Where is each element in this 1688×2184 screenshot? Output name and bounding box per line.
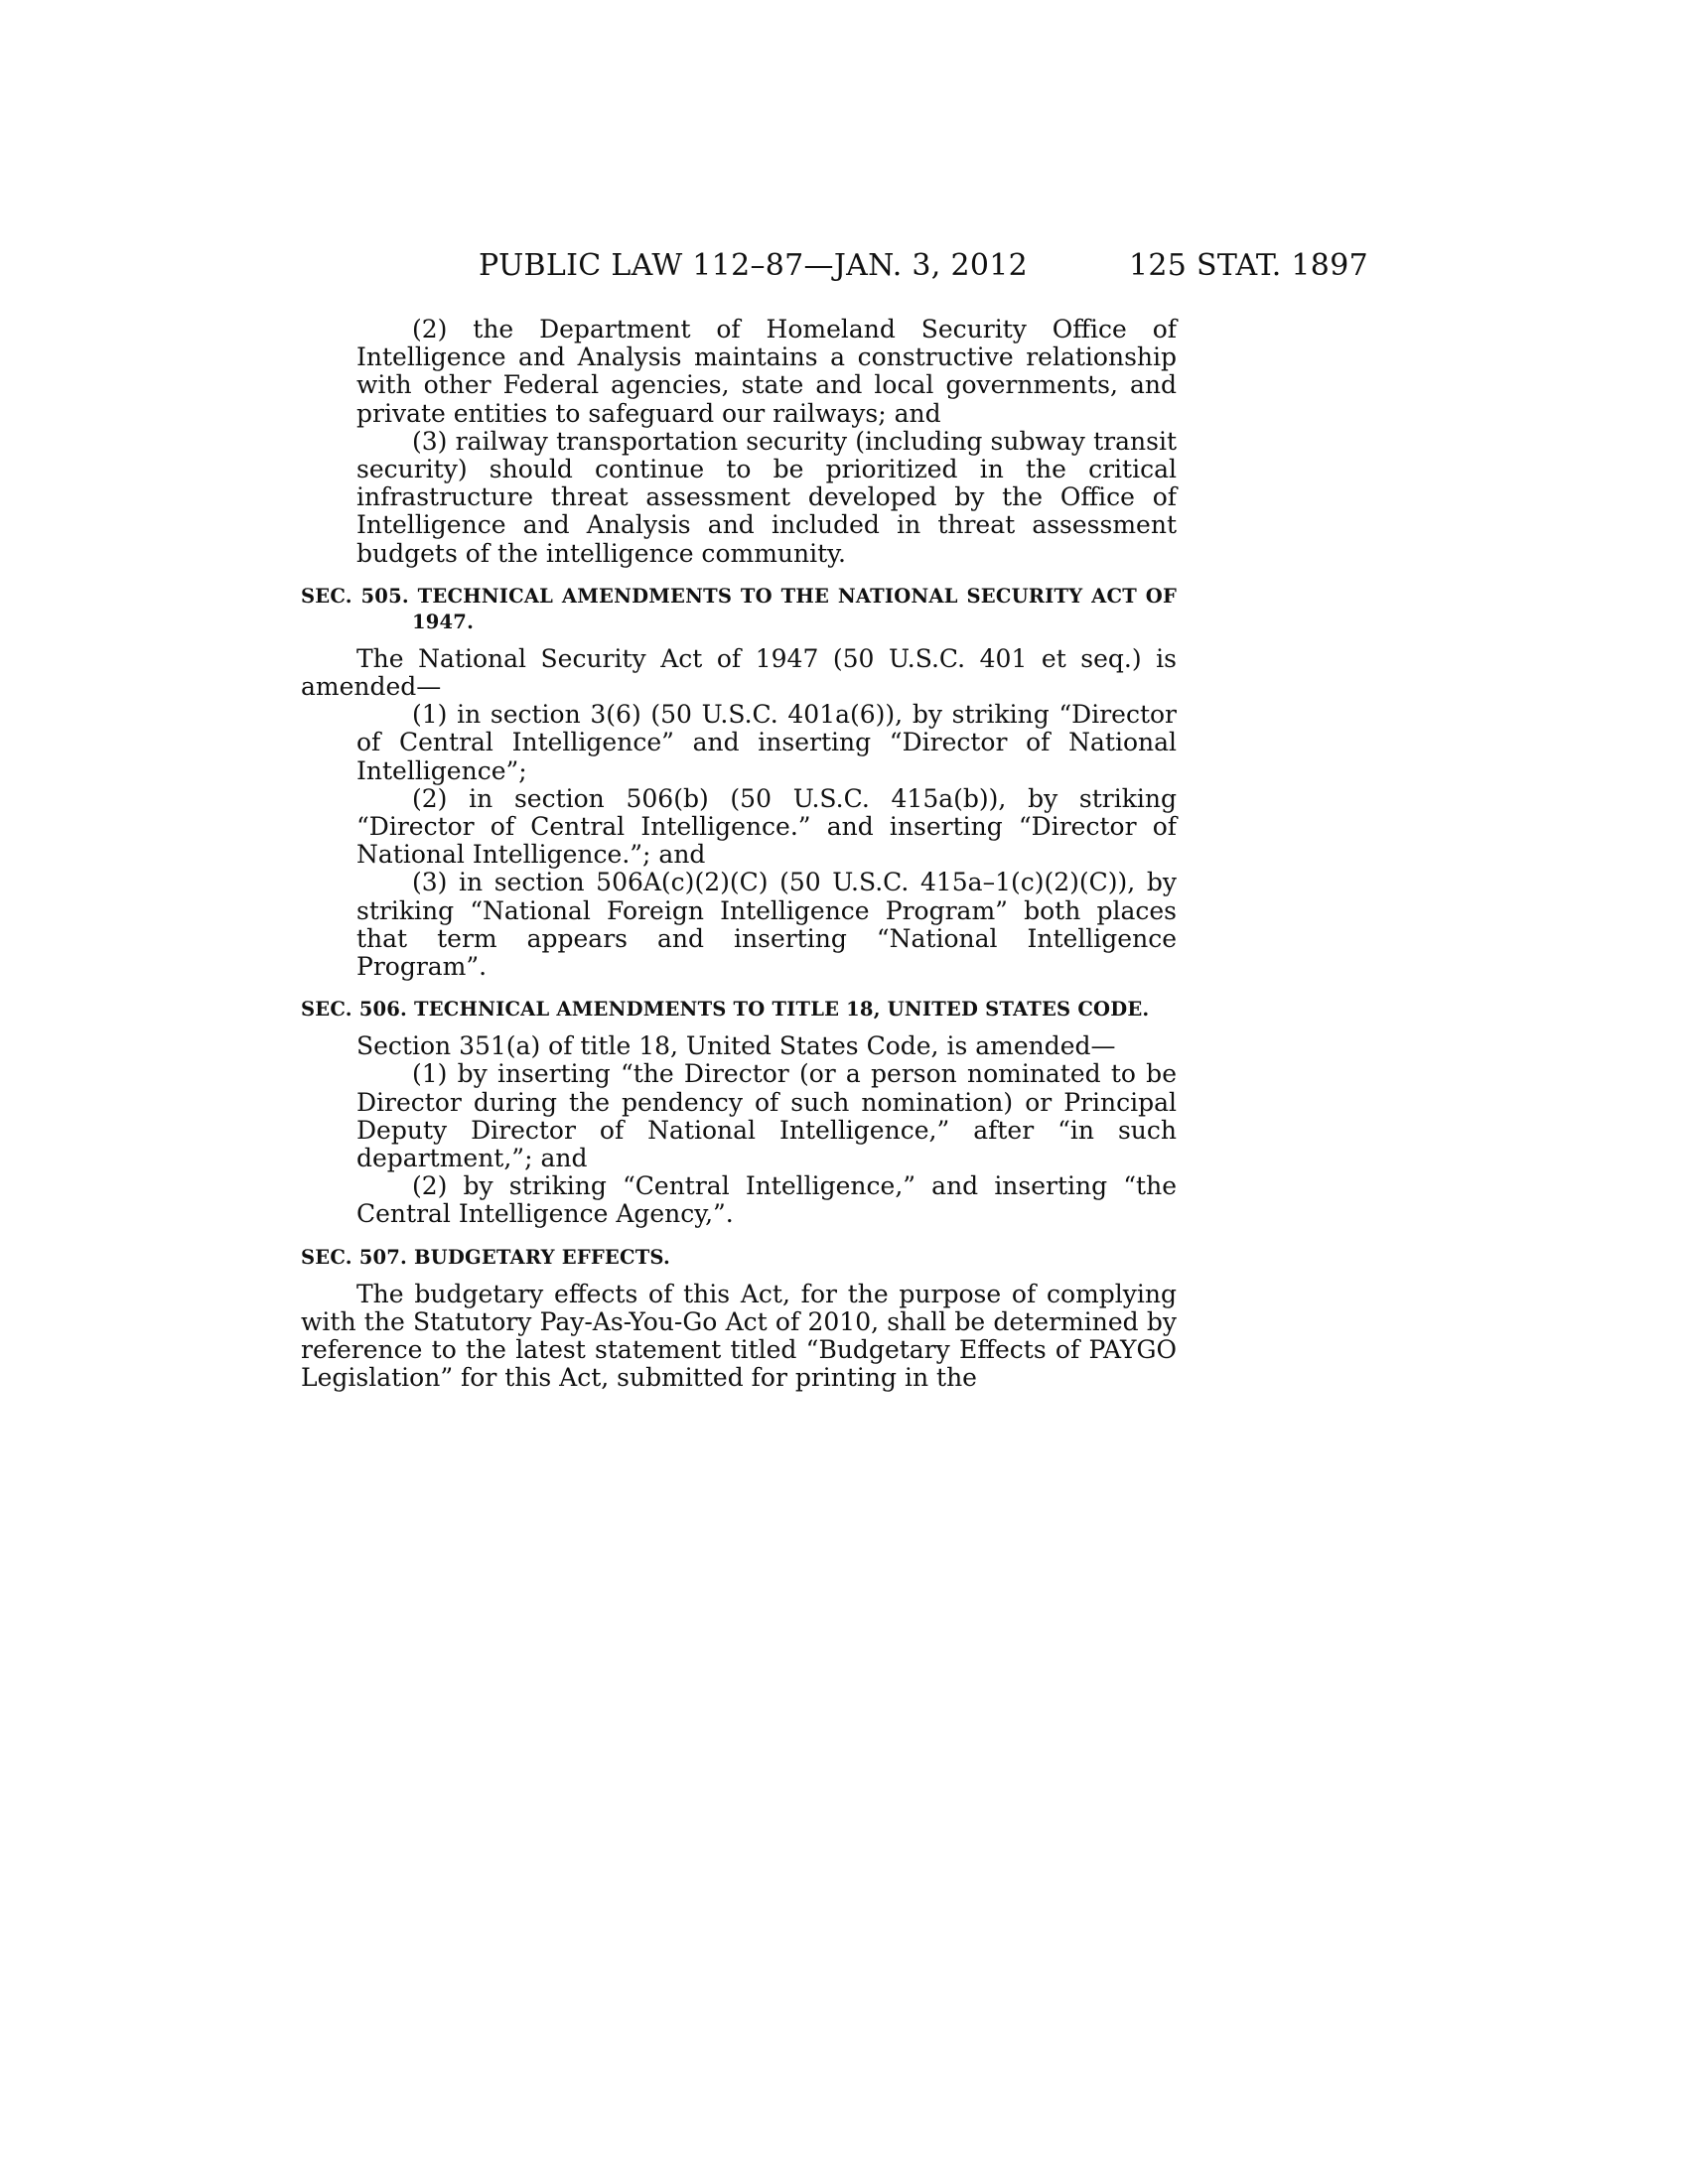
section-505-item-1: (1) in section 3(6) (50 U.S.C. 401a(6)), by striking “Director of Central Intelligence” and inserting “Director of National Intelligence”; <box>356 700 1177 785</box>
stat-page-number: 125 STAT. 1897 <box>1129 248 1368 283</box>
section-506-item-1: (1) by inserting “the Director (or a person nominated to be Director during the pendency of such nomination) or Principal Deputy Director of National Intelligence,” after “in such department,”; and <box>356 1059 1177 1173</box>
body-text <box>301 316 1177 1393</box>
section-506-intro: Section 351(a) of title 18, United States Code, is amended— <box>356 1031 1116 1061</box>
paragraph-item-2: (2) the Department of Homeland Security Office of Intelligence and Analysis maintains a constructive relationship with other Federal agencies, state and local governments, and private entities to safeguard our railways; and <box>356 315 1177 428</box>
section-505-intro: The National Security Act of 1947 (50 U.S.C. 401 et seq.) is amended— <box>301 643 1177 702</box>
running-head <box>0 248 1688 292</box>
section-505-item-3: (3) in section 506A(c)(2)(C) (50 U.S.C. 415a–1(c)(2)(C)), by striking “National Foreign Intelligence Program” both places that term appears and inserting “National Intelligence Program”. <box>356 868 1177 982</box>
section-507-heading: SEC. 507. BUDGETARY EFFECTS. <box>301 1245 671 1269</box>
section-505-heading: SEC. 505. TECHNICAL AMENDMENTS TO THE NATIONAL SECURITY ACT OF 1947. <box>301 584 1177 633</box>
paragraph-item-3: (3) railway transportation security (including subway transit security) should continue to be prioritized in the critical infrastructure threat assessment developed by the Office of Intelligence and Analysis and included in threat assessment budgets of the intelligence community. <box>356 426 1177 568</box>
section-506-item-2: (2) by striking “Central Intelligence,” and inserting “the Central Intelligence Agency,”. <box>356 1171 1177 1229</box>
page-title: PUBLIC LAW 112–87—JAN. 3, 2012 <box>479 248 1029 283</box>
section-505-item-2: (2) in section 506(b) (50 U.S.C. 415a(b)), by striking “Director of Central Intelligence.” and inserting “Director of National Intelligence.”; and <box>356 783 1177 870</box>
section-507-body: The budgetary effects of this Act, for the purpose of complying with the Statutory Pay-As-You-Go Act of 2010, shall be determined by reference to the latest statement titled “Budgetary Effects of PAYGO Legislation” for this Act, submitted for printing in the <box>301 1279 1177 1393</box>
section-506-heading: SEC. 506. TECHNICAL AMENDMENTS TO TITLE 18, UNITED STATES CODE. <box>301 998 1150 1022</box>
